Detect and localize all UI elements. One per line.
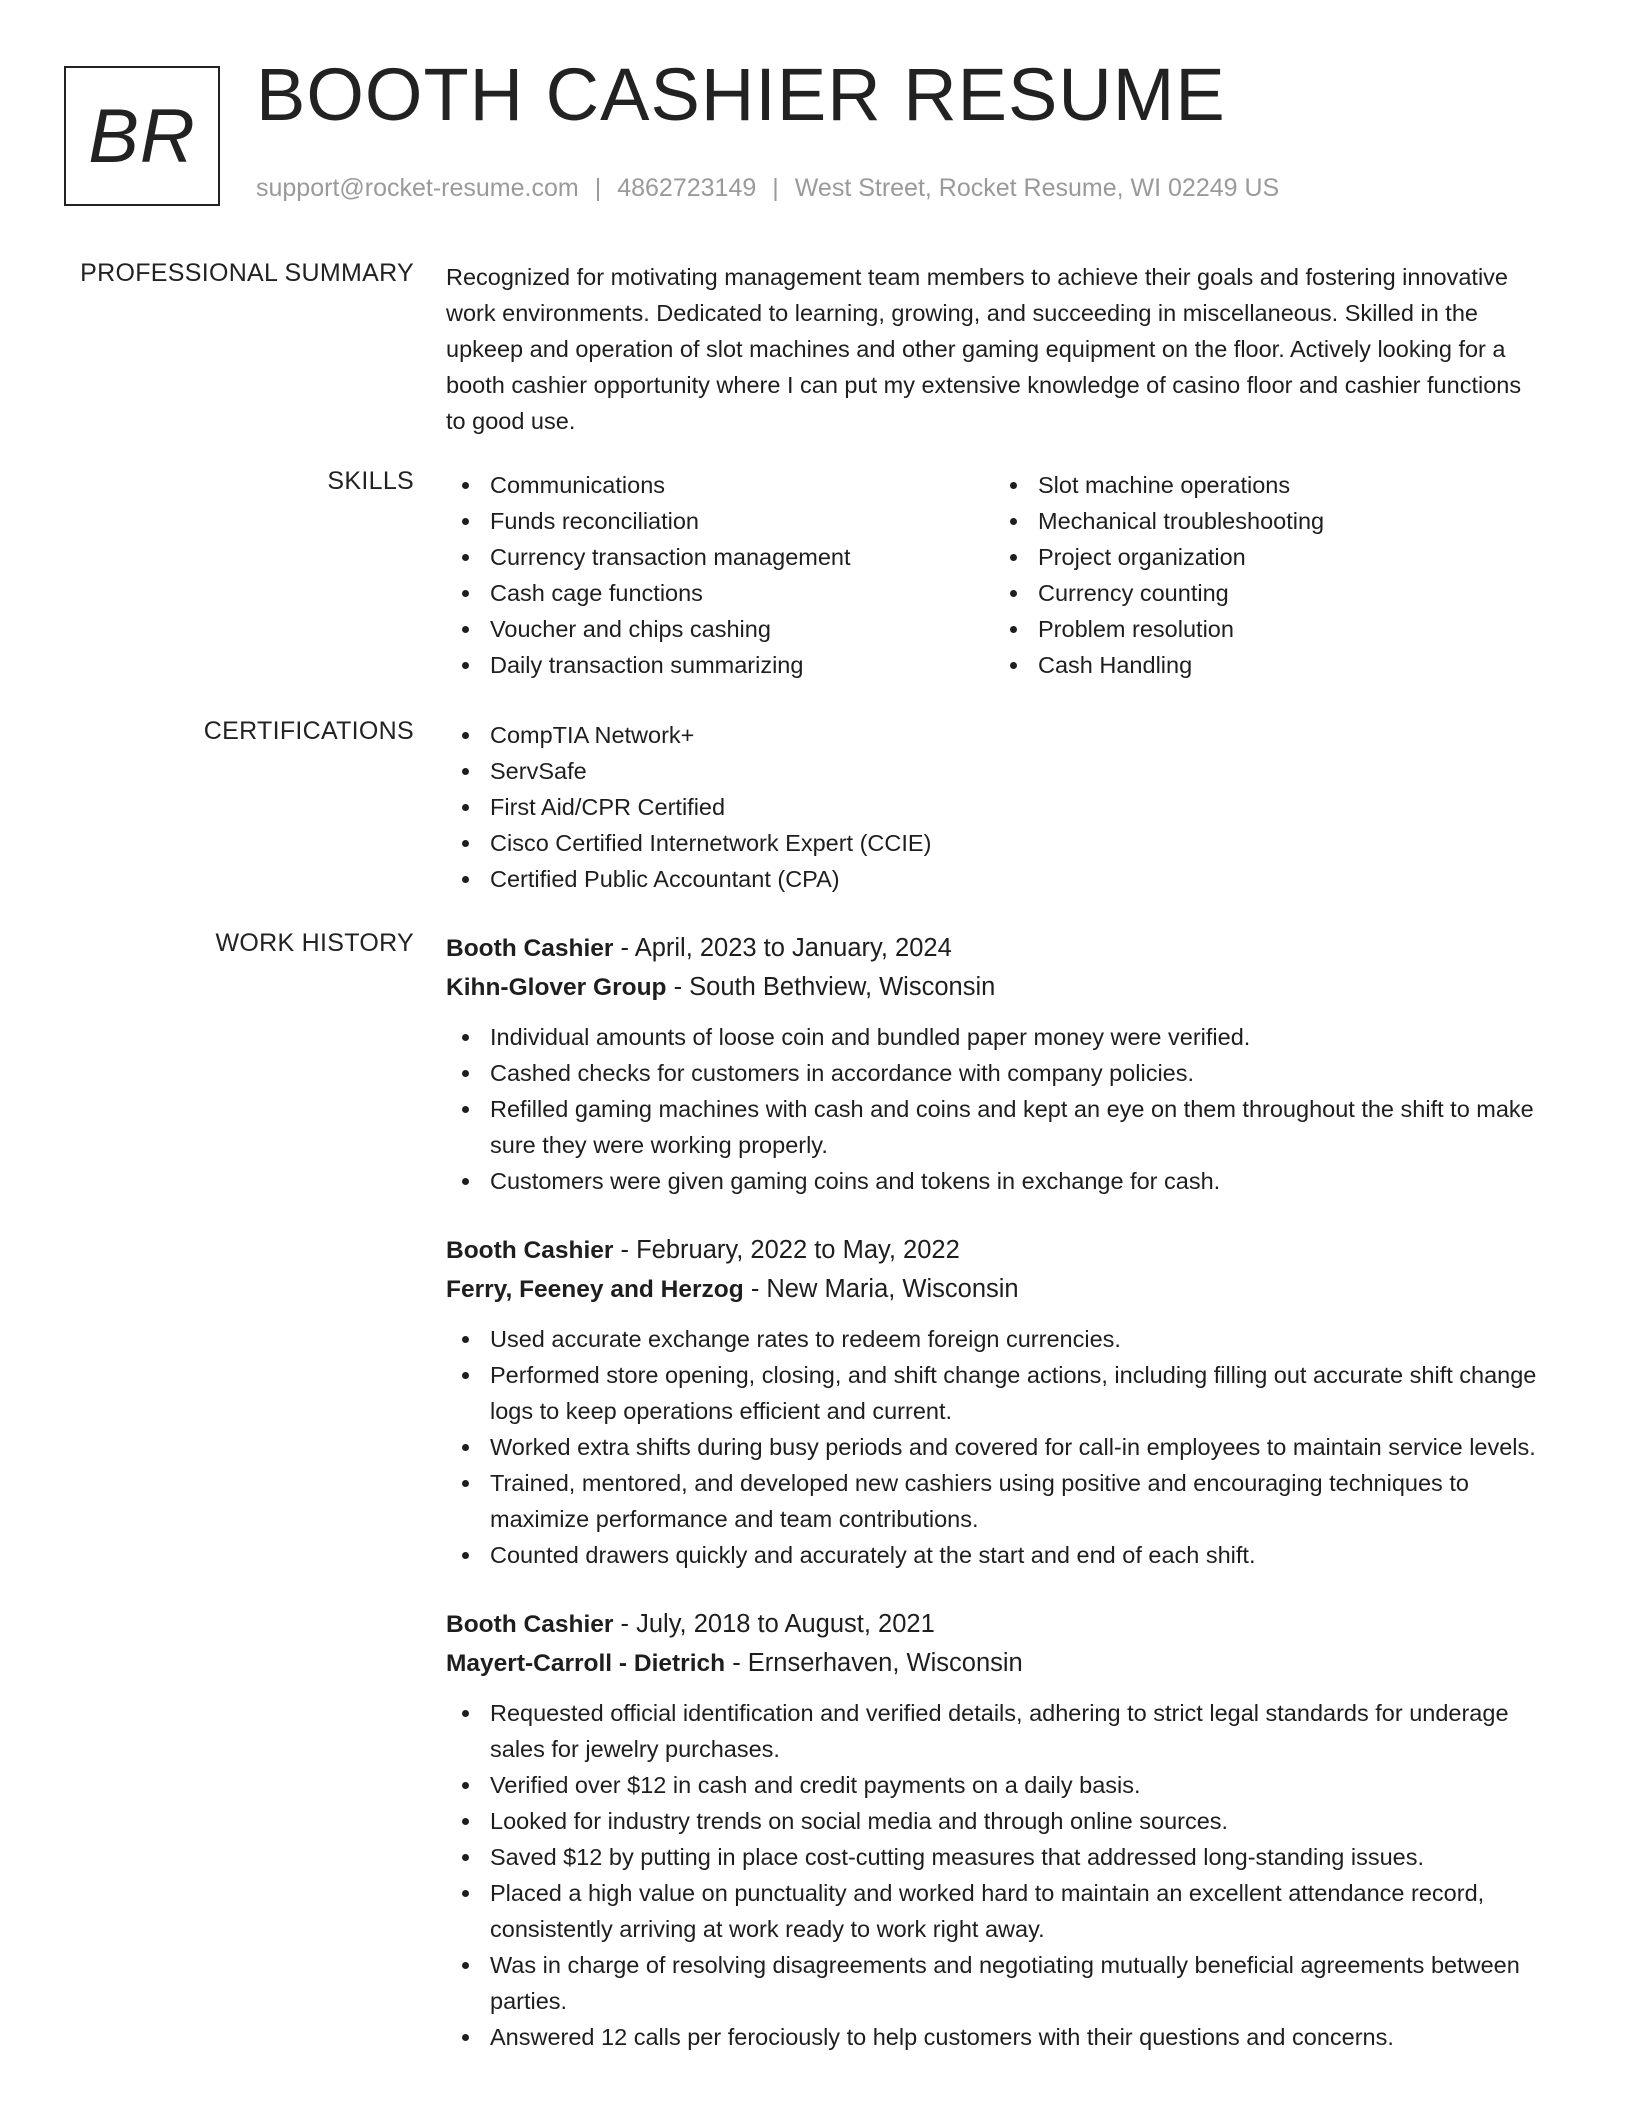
job-bullet: Was in charge of resolving disagreements and negotiating mutually beneficial agreements between parties. (446, 1947, 1546, 2019)
skill-item: Voucher and chips cashing (446, 611, 994, 647)
job-title-line (446, 1605, 1546, 1644)
job-bullet: Saved $12 by putting in place cost-cutting measures that addressed long-standing issues. (446, 1839, 1546, 1875)
work-history-body (446, 929, 1546, 2087)
certification-item: First Aid/CPR Certified (446, 789, 1546, 825)
skill-item: Cash cage functions (446, 575, 994, 611)
job-bullet: Requested official identification and verified details, adhering to strict legal standards for underage sales for jewelry purchases. (446, 1695, 1546, 1767)
job-bullets (446, 1019, 1546, 1199)
job-title-line (446, 929, 1546, 968)
job-company-line (446, 1270, 1546, 1309)
skill-item: Daily transaction summarizing (446, 647, 994, 683)
job-company: Ferry, Feeney and Herzog (446, 1276, 744, 1303)
skill-item: Funds reconciliation (446, 503, 994, 539)
job-bullet: Used accurate exchange rates to redeem foreign currencies. (446, 1321, 1546, 1357)
job-bullet: Answered 12 calls per ferociously to help customers with their questions and concerns. (446, 2019, 1546, 2055)
job-dates: - February, 2022 to May, 2022 (613, 1236, 960, 1264)
certifications-body (446, 717, 1546, 897)
job-company-line (446, 1644, 1546, 1683)
section-label-skills: SKILLS (327, 467, 414, 495)
contact-phone: 4862723149 (617, 174, 757, 202)
job-bullet: Customers were given gaming coins and tokens in exchange for cash. (446, 1163, 1546, 1199)
skill-item: Problem resolution (994, 611, 1542, 647)
skill-item: Communications (446, 467, 994, 503)
contact-email: support@rocket-resume.com (256, 174, 579, 202)
job-title: Booth Cashier (446, 1237, 614, 1264)
job-bullets (446, 1321, 1546, 1573)
job-entry (446, 929, 1546, 1199)
skill-item: Mechanical troubleshooting (994, 503, 1542, 539)
certification-item: Certified Public Accountant (CPA) (446, 861, 1546, 897)
job-bullet: Performed store opening, closing, and shift change actions, including filling out accurate shift change logs to keep operations efficient and current. (446, 1357, 1546, 1429)
certification-item: ServSafe (446, 753, 1546, 789)
job-bullet: Cashed checks for customers in accordance with company policies. (446, 1055, 1546, 1091)
job-bullet: Refilled gaming machines with cash and coins and kept an eye on them throughout the shift to make sure they were working properly. (446, 1091, 1546, 1163)
section-label-work-history: WORK HISTORY (215, 929, 414, 957)
job-bullet: Placed a high value on punctuality and worked hard to maintain an excellent attendance record, consistently arriving at work ready to work right away. (446, 1875, 1546, 1947)
job-bullet: Counted drawers quickly and accurately at the start and end of each shift. (446, 1537, 1546, 1573)
section-label-summary: PROFESSIONAL SUMMARY (80, 259, 414, 287)
job-dates: - July, 2018 to August, 2021 (613, 1610, 935, 1638)
certifications-list (446, 717, 1546, 897)
contact-separator: | (772, 174, 779, 202)
job-entry (446, 1231, 1546, 1573)
contact-info (256, 174, 1279, 203)
summary-body (446, 259, 1546, 439)
contact-separator: | (594, 174, 602, 202)
job-title: Booth Cashier (446, 1611, 614, 1638)
job-company-line (446, 968, 1546, 1007)
skills-column-1 (446, 467, 994, 683)
job-location: - South Bethview, Wisconsin (666, 973, 996, 1001)
skills-column-2 (994, 467, 1542, 683)
summary-text: Recognized for motivating management team members to achieve their goals and fostering innovative work environments. Dedicated to learning, growing, and succeeding in miscellaneous. Skilled in the upkeep and operation of slot machines and other gaming equipment on the floor. Actively looking for a booth cashier opportunity where I can put my extensive knowledge of casino floor and cashier functions to good use. (446, 264, 1522, 434)
job-company: Mayert-Carroll - Dietrich (446, 1650, 726, 1677)
job-dates: - April, 2023 to January, 2024 (613, 934, 952, 962)
job-bullet: Worked extra shifts during busy periods and covered for call-in employees to maintain service levels. (446, 1429, 1546, 1465)
job-bullet: Trained, mentored, and developed new cashiers using positive and encouraging techniques to maximize performance and team contributions. (446, 1465, 1546, 1537)
skill-item: Slot machine operations (994, 467, 1542, 503)
job-title-line (446, 1231, 1546, 1270)
certification-item: Cisco Certified Internetwork Expert (CCIE) (446, 825, 1546, 861)
contact-address: West Street, Rocket Resume, WI 02249 US (794, 174, 1280, 202)
job-location: - New Maria, Wisconsin (743, 1275, 1019, 1303)
monogram-logo: BR (64, 66, 220, 206)
job-title: Booth Cashier (446, 935, 614, 962)
job-bullet: Individual amounts of loose coin and bundled paper money were verified. (446, 1019, 1546, 1055)
job-bullets (446, 1695, 1546, 2055)
skills-body (446, 467, 1546, 683)
job-bullet: Looked for industry trends on social media and through online sources. (446, 1803, 1546, 1839)
job-location: - Ernserhaven, Wisconsin (725, 1649, 1023, 1677)
skill-item: Currency counting (994, 575, 1542, 611)
section-label-certifications: CERTIFICATIONS (203, 717, 414, 745)
page-title: BOOTH CASHIER RESUME (256, 53, 1226, 136)
job-entry (446, 1605, 1546, 2055)
skill-item: Cash Handling (994, 647, 1542, 683)
skill-item: Project organization (994, 539, 1542, 575)
skill-item: Currency transaction management (446, 539, 994, 575)
certification-item: CompTIA Network+ (446, 717, 1546, 753)
job-company: Kihn-Glover Group (446, 974, 667, 1001)
job-bullet: Verified over $12 in cash and credit payments on a daily basis. (446, 1767, 1546, 1803)
